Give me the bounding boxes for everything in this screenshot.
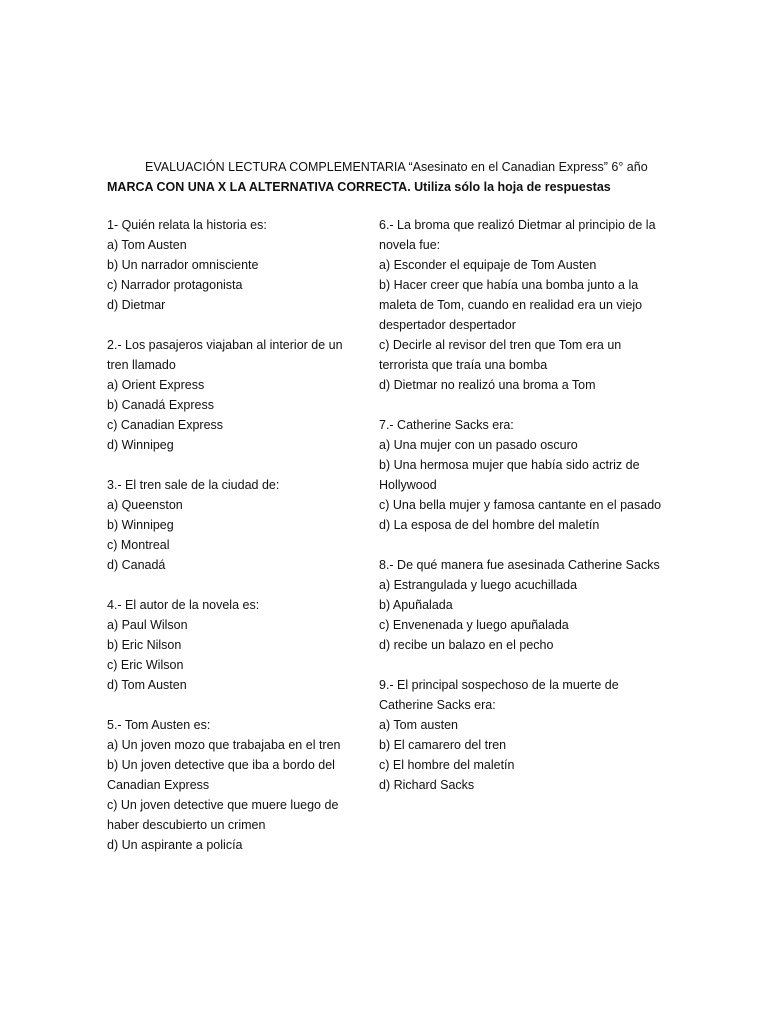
- answer-option: b) El camarero del tren: [379, 738, 507, 752]
- answer-option: d) Richard Sacks: [379, 778, 475, 792]
- question-text: 5.- Tom Austen es:: [107, 718, 211, 732]
- answer-option: a) Tom austen: [379, 718, 458, 732]
- question-7: [379, 415, 664, 535]
- answer-option: b) Un narrador omnisciente: [107, 258, 259, 272]
- answer-option: c) Canadian Express: [107, 418, 224, 432]
- answer-option: d) La esposa de del hombre del maletín: [379, 518, 600, 532]
- question-8: [379, 555, 664, 655]
- question-1: [107, 215, 357, 315]
- answer-option: c) Un joven detective que muere luego de haber descubierto un crimen: [107, 798, 339, 832]
- answer-option: d) Dietmar no realizó una broma a Tom: [379, 378, 596, 392]
- question-6: [379, 215, 664, 395]
- answer-option: d) Winnipeg: [107, 438, 174, 452]
- answer-option: a) Un joven mozo que trabajaba en el tren: [107, 738, 341, 752]
- answer-option: c) Una bella mujer y famosa cantante en el pasado: [379, 498, 662, 512]
- answer-option: d) Canadá: [107, 558, 166, 572]
- answer-option: b) Apuñalada: [379, 598, 453, 612]
- answer-option: d) Dietmar: [107, 298, 166, 312]
- answer-option: b) Canadá Express: [107, 398, 215, 412]
- answer-option: a) Una mujer con un pasado oscuro: [379, 438, 578, 452]
- question-text: 2.- Los pasajeros viajaban al interior de un tren llamado: [107, 338, 343, 372]
- left-column: [107, 215, 357, 875]
- answer-option: c) Envenenada y luego apuñalada: [379, 618, 569, 632]
- answer-option: d) Tom Austen: [107, 678, 187, 692]
- question-text: 4.- El autor de la novela es:: [107, 598, 260, 612]
- question-text: 3.- El tren sale de la ciudad de:: [107, 478, 280, 492]
- answer-option: d) Un aspirante a policía: [107, 838, 243, 852]
- right-column: [379, 215, 664, 815]
- answer-option: c) Eric Wilson: [107, 658, 184, 672]
- question-text: 6.- La broma que realizó Dietmar al principio de la novela fue:: [379, 218, 656, 252]
- answer-option: a) Paul Wilson: [107, 618, 188, 632]
- question-4: [107, 595, 357, 695]
- question-text: 7.- Catherine Sacks era:: [379, 418, 514, 432]
- answer-option: b) Winnipeg: [107, 518, 174, 532]
- answer-option: b) Un joven detective que iba a bordo del Canadian Express: [107, 758, 335, 792]
- answer-option: c) El hombre del maletín: [379, 758, 515, 772]
- question-text: 8.- De qué manera fue asesinada Catherine Sacks: [379, 558, 660, 572]
- question-9: [379, 675, 664, 795]
- answer-option: c) Decirle al revisor del tren que Tom era un terrorista que traía una bomba: [379, 338, 622, 372]
- answer-option: c) Narrador protagonista: [107, 278, 243, 292]
- answer-option: a) Orient Express: [107, 378, 205, 392]
- question-text: 1- Quién relata la historia es:: [107, 218, 267, 232]
- answer-option: b) Hacer creer que había una bomba junto a la maleta de Tom, cuando en realidad era un viejo despertador despertador: [379, 278, 643, 332]
- question-3: [107, 475, 357, 575]
- page-title: EVALUACIÓN LECTURA COMPLEMENTARIA “Asesinato en el Canadian Express” 6° año: [145, 160, 648, 174]
- answer-option: b) Eric Nilson: [107, 638, 182, 652]
- answer-option: d) recibe un balazo en el pecho: [379, 638, 554, 652]
- answer-option: a) Esconder el equipaje de Tom Austen: [379, 258, 597, 272]
- question-5: [107, 715, 357, 855]
- question-text: 9.- El principal sospechoso de la muerte de Catherine Sacks era:: [379, 678, 619, 712]
- question-2: [107, 335, 357, 455]
- answer-option: c) Montreal: [107, 538, 170, 552]
- answer-option: a) Tom Austen: [107, 238, 187, 252]
- instructions: MARCA CON UNA X LA ALTERNATIVA CORRECTA. Utiliza sólo la hoja de respuestas: [107, 180, 611, 194]
- answer-option: a) Estrangulada y luego acuchillada: [379, 578, 578, 592]
- answer-option: b) Una hermosa mujer que había sido actriz de Hollywood: [379, 458, 640, 492]
- answer-option: a) Queenston: [107, 498, 183, 512]
